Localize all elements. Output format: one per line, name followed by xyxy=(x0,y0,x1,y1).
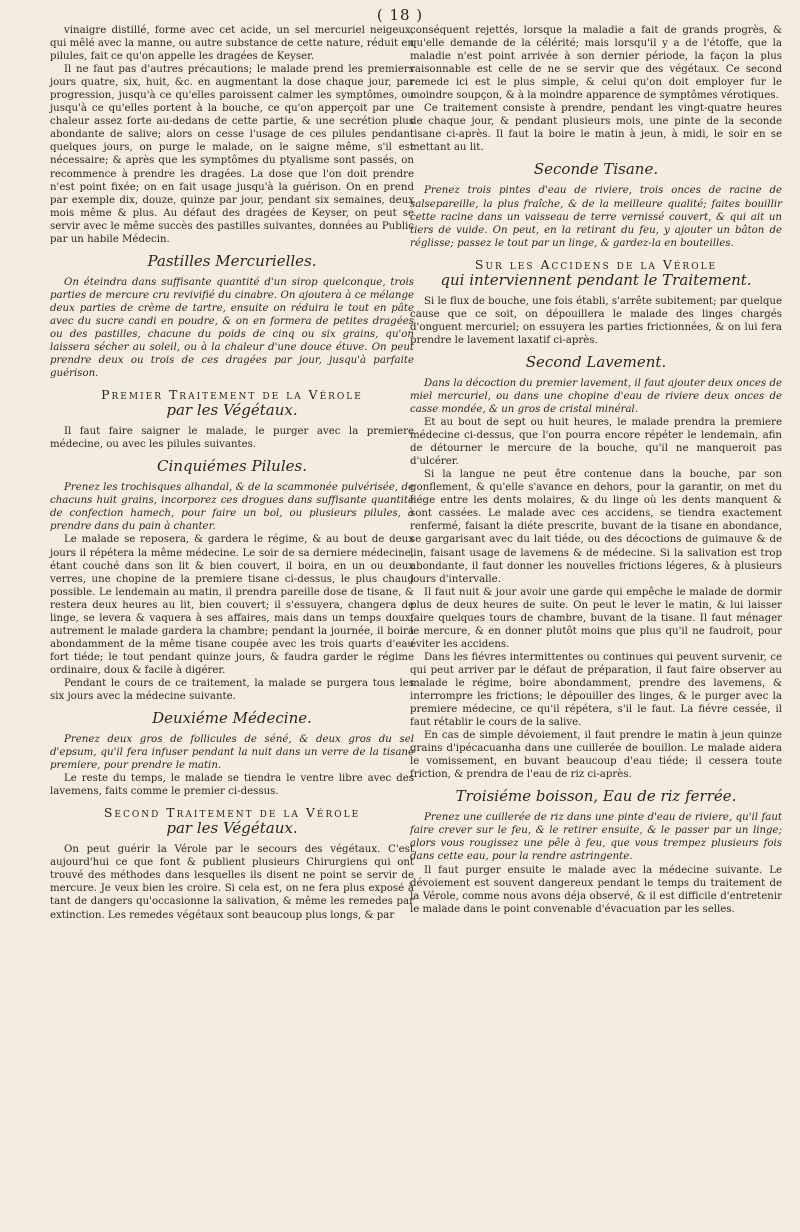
page-number: ( 18 ) xyxy=(376,6,424,24)
paragraph: On peut guérir la Vérole par le secours des végétaux. C'est aujourd'hui ce que font & publient plusieurs Chirurgiens qui ont trouvé des méthodes dans lesquelles ils disent ne point se servir de mercure. Je veux bien les croire. Si cela est, on ne fera plus exposé à tant de dangers qu'occasionne la salivation, & même les remedes par extinction. Les remedes végétaux sont beaucoup plus longs, & par xyxy=(50,844,414,921)
section-subheading: par les Végétaux. xyxy=(166,401,298,420)
paragraph: Ce traitement consiste à prendre, pendant les vingt-quatre heures de chaque jour, & pendant plusieurs mois, une pinte de la seconde tisane ci-après. Il faut la boire le matin à jeun, à midi, le soir en se mettant au lit. xyxy=(410,103,782,154)
section-subheading: qui interviennent pendant le Traitement. xyxy=(440,270,752,289)
paragraph: En cas de simple dévoiement, il faut prendre le matin à jeun quinze grains d'ipécacuanha dans une cuillerée de bouillon. Le malade aidera le vomissement, en buvant beaucoup d'eau tiéde; il cessera toute friction, & prendra de l'eau de riz ci-après. xyxy=(410,730,782,781)
paragraph: Pendant le cours de ce traitement, la malade se purgera tous les six jours avec la médecine suivante. xyxy=(50,677,414,703)
paragraph: vinaigre distillé, forme avec cet acide, un sel mercuriel neigeux, qui mêlé avec la manne, ou autre substance de cette nature, réduit en pilules, fait ce qu'on appelle les dragées de Keyser. xyxy=(50,25,414,63)
section-heading: Premier Traitement de la Vérole xyxy=(101,387,363,403)
paragraph: Le reste du temps, le malade se tiendra le ventre libre avec des lavemens, faits comme le premier ci-dessus. xyxy=(50,773,414,798)
paragraph: Il faut purger ensuite le malade avec la médecine suivante. Le dévoiement est souvent dangereux pendant le temps du traitement de la Vérole, comme nous avons déja observé, & il est difficile d'entretenir le malade dans le point convenable d'évacuation par les selles. xyxy=(410,864,782,915)
paragraph: Il faut faire saigner le malade, le purger avec la premiere médecine, ou avec les pilules suivantes. xyxy=(50,426,414,451)
recipe-paragraph: On éteindra dans suffisante quantité d'un sirop quelconque, trois parties de mercure cru revivifié du cinabre. On ajoutera à ce mélange deux parties de crème de tartre, ensuite on réduira le tout en pâte avec du sucre candi en poudre, & on en formera de petites dragées ou des pastilles, chacune du poids de cinq ou six grains, qu'on laissera sécher au soleil, ou à la chaleur d'une douce étuve. On peut prendre deux ou trois de ces dragées par jour, jusqu'à parfaite guérison. xyxy=(50,276,414,380)
paragraph: Si le flux de bouche, une fois établi, s'arrête subitement; par quelque cause que ce soit, on dépouillera le malade des linges chargés d'onguent mercuriel; on essuyera les parties frictionnées, & on lui fera prendre le lavement laxatif ci-après. xyxy=(410,295,782,346)
recipe-paragraph: Prenez trois pintes d'eau de riviere, trois onces de racine de salsepareille, la plus fraîche, & de la meilleure qualité; faites bouillir cette racine dans un vaisseau de terre vernissé couvert, & qui ait un tiers de vuide. On peut, en la retirant du feu, y ajouter un bâton de réglisse; passez le tout par un linge, & gardez-la en bouteilles. xyxy=(410,185,782,249)
left-column xyxy=(50,24,414,922)
section-heading: Troisiéme boisson, Eau de riz ferrée. xyxy=(455,787,737,806)
section-heading: Pastilles Mercurielles. xyxy=(147,251,317,270)
paragraph: Le malade se reposera, & gardera le régime, & au bout de deux jours il répétera la même médecine. Le soir de sa derniere médecine, étant couché dans son lit & bien couvert, il boira, en un ou deux verres, une chopine de la premiere tisane ci-dessus, le plus chaud possible. Le lendemain au matin, il prendra pareille dose de tisane, & restera deux heures au lit, bien couvert; il s'essuyera, changera de linge, se levera & vaquera à ses affaires, mais dans un temps doux; autrement le malade gardera la chambre; pendant la journée, il boira abondamment de la même tisane coupée avec les trois quarts d'eau fort tiéde; le tout pendant quinze jours, & faudra garder le régime ordinaire, doux & facile à digérer. xyxy=(50,534,414,676)
recipe-paragraph: Prenez une cuillerée de riz dans une pinte d'eau de riviere, qu'il faut faire crever sur le feu, & le retirer ensuite, & le passer par un linge; alors vous rougissez une pêle à feu, que vous trempez plusieurs fois dans cette eau, pour la rendre astringente. xyxy=(410,812,782,863)
right-column xyxy=(410,24,782,916)
section-heading: Second Traitement de la Vérole xyxy=(103,805,361,821)
paragraph: Dans les fiévres intermittentes ou continues qui peuvent survenir, ce qui peut arriver par le défaut de préparation, il faut faire observer au malade le régime, boire abondamment, prendre des lavemens, & interrompre les frictions; le dépouiller des linges, & le purger avec la premiere médecine, ce qu'il répétera, s'il le faut. La fiévre cessée, il faut rétablir le cours de la salive. xyxy=(410,651,782,729)
recipe-paragraph: Prenez les trochisques alhandal, & de la scammonée pulvérisée, de chacuns huit grains, incorporez ces drogues dans suffisante quantité de confection hamech, pour faire un bol, ou plusieurs pilules, à prendre dans du pain à chanter. xyxy=(50,482,414,533)
section-subheading: par les Végétaux. xyxy=(166,819,298,838)
section-heading: Deuxiéme Médecine. xyxy=(152,709,312,728)
section-heading: Sur les Accidens de la Vérole xyxy=(474,256,718,272)
paragraph: Si la langue ne peut être contenue dans la bouche, par son gonflement, & qu'elle s'avance en dehors, pour la garantir, on met du liége entre les dents molaires, & du linge où les dents manquent & sont cassées. Le malade avec ces accidens, se tiendra exactement renfermé, faisant la diéte prescrite, buvant de la tisane en abondance, se gargarisant avec du lait tiéde, ou des décoctions de guimauve & de lin, faisant usage de lavemens & de médecine. Si la salivation est trop abondante, il faut donner les nouvelles frictions légeres, & à plusieurs jours d'intervalle. xyxy=(410,469,782,585)
paragraph: Il ne faut pas d'autres précautions; le malade prend les premiers jours quatre, six, huit, &c. en augmentant la dose chaque jour, par progression, jusqu'à ce qu'elles paroissent calmer les symptômes, ou jusqu'à ce qu'elles portent à la bouche, ce qu'on apperçoit par une chaleur assez forte au-dedans de cette partie, & une secrétion plus abondante de salive; alors on cesse l'usage de ces pilules pendant quelques jours, on purge le malade, on le saigne même, s'il est nécessaire; & après que les symptômes du ptyalisme sont passés, on recommence à prendre les dragées. La dose que l'on doit prendre n'est point fixée; on en fait usage jusqu'à la guérison. On en prend par exemple dix, douze, quinze par jour, pendant six semaines, deux mois même & plus. Au défaut des dragées de Keyser, on peut se servir avec le même succès des pastilles suivantes, données au Public par un habile Médecin. xyxy=(50,64,414,245)
section-heading: Cinquiémes Pilules. xyxy=(157,457,307,476)
recipe-paragraph: Prenez deux gros de follicules de séné, & deux gros du sel d'epsum, qu'il fera infuser pendant la nuit dans un verre de la tisane premiere, pour prendre le matin. xyxy=(50,734,414,772)
section-heading: Second Lavement. xyxy=(525,352,667,371)
paragraph: Il faut nuit & jour avoir une garde qui empêche le malade de dormir plus de deux heures de suite. On peut le lever le matin, & lui laisser faire quelques tours de chambre, buvant de la tisane. Il faut ménager le mercure, & en donner plutôt moins que plus qu'il ne faudroit, pour éviter les accidens. xyxy=(410,586,782,650)
paragraph: Et au bout de sept ou huit heures, le malade prendra la premiere médecine ci-dessus, que l'on pourra encore répéter le lendemain, afin de détourner le mercure de la bouche, qu'il ne manqueroit pas d'ulcérer. xyxy=(410,417,782,468)
section-heading: Seconde Tisane. xyxy=(533,160,659,179)
paragraph: conséquent rejettés, lorsque la maladie a fait de grands progrès, & qu'elle demande de la célérité; mais lorsqu'il y a de l'étoffe, que la maladie n'est point arrivée à son dernier période, la façon la plus raisonnable est celle de ne se servir que des végétaux. Ce second remede ici est le plus simple, & celui qu'on doit employer fur le moindre soupçon, & à la moindre apparence de symptômes vérotiques. xyxy=(410,25,782,102)
recipe-paragraph: Dans la décoction du premier lavement, il faut ajouter deux onces de miel mercuriel, ou dans une chopine d'eau de riviere deux onces de casse mondée, & un gros de cristal minéral. xyxy=(410,377,782,415)
